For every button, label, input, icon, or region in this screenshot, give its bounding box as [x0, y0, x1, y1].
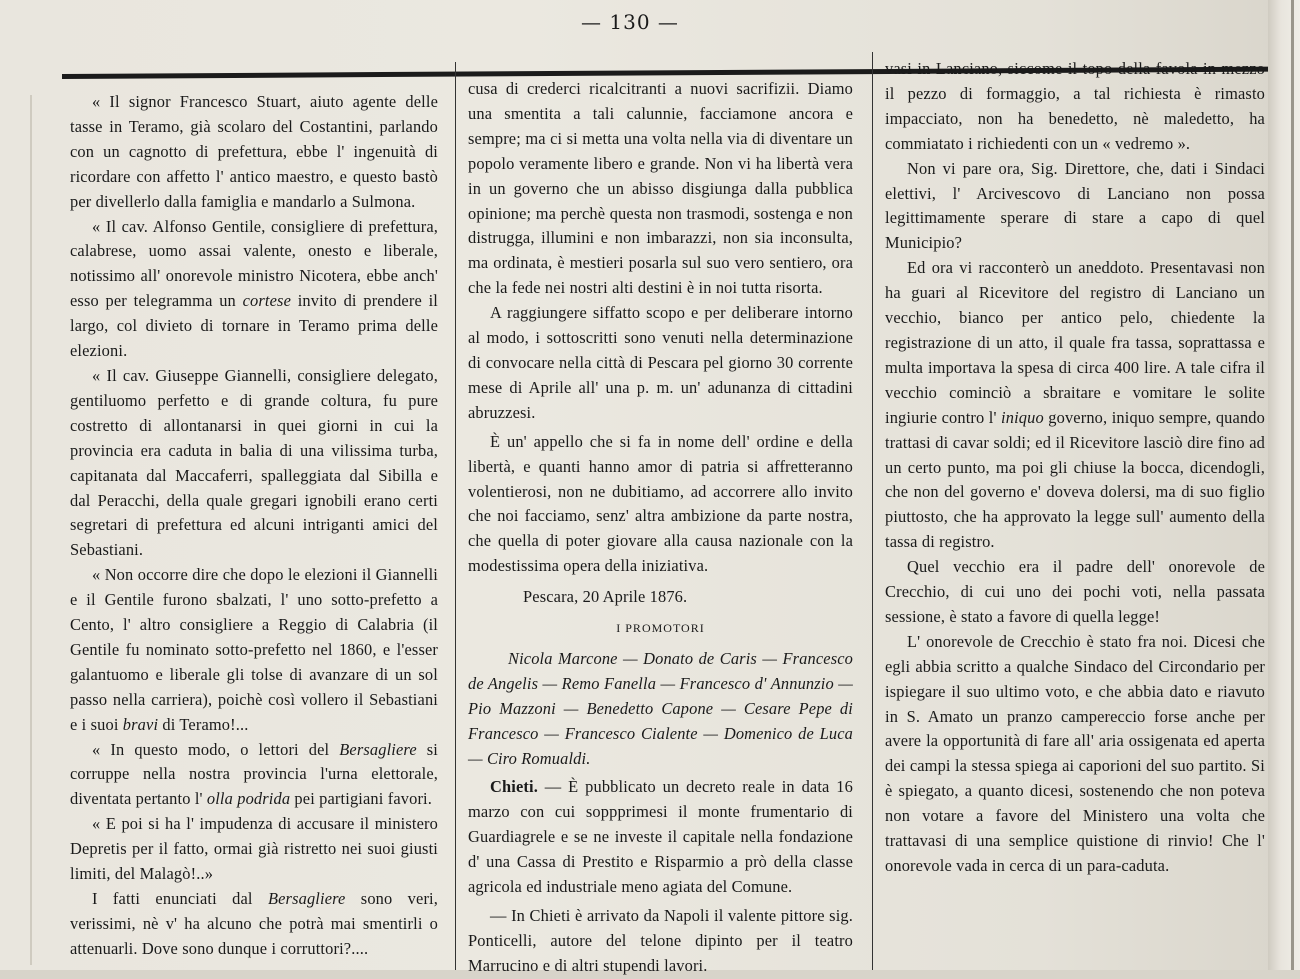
- paragraph: L' onorevole de Crecchio è stato fra noi. Dicesi che egli abbia scritto a qualche Sindaco del Circondario per ispiegare il suo ultimo voto, e che abbia dato e riavuto in S. Amato un pranzo campereccio forse anche per avere la opportunità di fare all' aria ossigenata ed aperta dei campi la stessa spiega ai caporioni del suo partito. Si è spiegato, a quanto dicesi, sostenendo che non poteva non votare a favore del Ministero una volta che trattavasi di una semplice quistione di rinvio! Che l' onorevole vada in cerca di un para-caduta.: [885, 631, 1265, 875]
- page-edge-line: [1291, 0, 1294, 970]
- paragraph: I fatti enunciati dal Bersagliere sono veri, verissimi, nè v' ha alcuno che potrà mai smentirli o attenuarli. Dove sono dunque i corruttori?....: [70, 889, 439, 958]
- paragraph: « Il cav. Giuseppe Giannelli, consigliere delegato, gentiluomo perfetto e di grande coltura, fu pure costretto di allontanarsi in quei giorni in cui la provincia era caduta in balia di una vilissima turba, capitanata dal Maccaferri, spalleggiata dal Sibilla e dal Peracchi, della quale gregari ignobili erano certi segretari di prefettura ed alcuni intriganti amici del Sebastiani.: [70, 365, 438, 560]
- paragraph: « Il signor Francesco Stuart, aiuto agente delle tasse in Teramo, già scolaro del Costantini, parlando con un cagnotto di prefettura, ebbe l' ingenuità di ricordare con affetto l' antico maestro, e questo bastò per divellerlo dalla famiglia e mandarlo a Sulmona.: [70, 92, 438, 211]
- paragraph: « Non occorre dire che dopo le elezioni il Giannelli e il Gentile furono sbalzati, l' uno sotto-prefetto a Cento, l' altro consigliere a Reggio di Calabria (il Gentile fu nominato sotto-prefetto nel 1860, e l'esser galantuomo e liberale gli tolse di avanzare di un sol passo nella carriera), poichè così vollero il Sebastiani e i suoi bravi di Teramo!...: [70, 565, 438, 734]
- section-heading: I PROMOTORI: [616, 621, 705, 636]
- paragraph: — In Chieti è arrivato da Napoli il valente pittore sig. Ponticelli, autore del telone dipinto per il teatro Marrucino e di altri stupendi lavori.: [468, 906, 853, 975]
- paragraph: È un' appello che si fa in nome dell' ordine e della libertà, e quanti hanno amor di patria si affretteranno volentierosi, non ne dubitiamo, ad accorrere allo invito che noi facciamo, senz' altra ambizione da parte nostra, che quella di poter giovare alla causa nazionale con la modestissima opera della iniziativa.: [468, 431, 853, 576]
- column-2: [468, 77, 853, 979]
- paragraph: Chieti. — È pubblicato un decreto reale in data 16 marzo con cui soppprimesi il monte frumentario di Guardiagrele e se ne investe il capitale nella fondazione d' una Cassa di Prestito e Risparmio a prò della classe agricola ed industriale meno agiata del Comune.: [468, 777, 853, 897]
- column-rule-2: [872, 52, 873, 970]
- column-rule-1: [455, 62, 456, 970]
- paragraph: cusa di crederci ricalcitranti a nuovi sacrifizii. Diamo una smentita a tali calunnie, facciamone ancora e sempre; ma ci si metta una volta nella via di diventare un popolo veramente libero e grande. Non vi ha libertà vera in un governo che un abisso disgiunga dalla pubblica opinione; ma perchè questa non trasmodi, sostenga e non distrugga, illumini e non imbarazzi, non sia inconsulta, ma ordinata, è mestieri posarla sul suo vero sentiero, ora che la fede nei nostri alti destini è in noi tutta risorta.: [468, 79, 853, 298]
- dateline: Pescara, 20 Aprile 1876.: [523, 587, 688, 607]
- column-1: [70, 90, 438, 962]
- paragraph: vasi in Lanciano, siccome il topo della favola in mezzo il pezzo di formaggio, a tal richiesta è rimasto impacciato, non ha benedetto, nè maledetto, ha commiatato i richiedenti con un « vedremo ».: [885, 59, 1265, 153]
- paragraph: « Il cav. Alfonso Gentile, consigliere di prefettura, calabrese, uomo assai valente, onesto e liberale, notissimo all' onorevole ministro Nicotera, ebbe anch' esso per telegramma un cortese invito di prendere il largo, col divieto di tornare in Teramo prima delle elezioni.: [70, 216, 439, 361]
- page-edge: [1268, 0, 1300, 970]
- binding-shadow: [30, 95, 32, 965]
- paragraph: Non vi pare ora, Sig. Direttore, che, dati i Sindaci elettivi, l' Arcivescovo di Lanciano non possa legittimamente sperare di stare a capo di quel Municipio?: [885, 158, 1265, 253]
- column-3: [885, 57, 1265, 879]
- signatories: Nicola Marcone — Donato de Caris — Francesco de Angelis — Remo Fanella — Francesco d' Annunzio — Pio Mazzoni — Benedetto Capone — Cesare Pepe di Francesco — Francesco Cialente — Domenico de Luca — Ciro Romualdi.: [468, 648, 853, 768]
- paragraph: « E poi si ha l' impudenza di accusare il ministero Depretis per il fatto, ormai già ristretto nei suoi giusti limiti, del Malagò!..»: [70, 814, 438, 884]
- paragraph: « In questo modo, o lettori del Bersagliere si corruppe nella nostra provincia l'urna elettorale, diventata pertanto l' olla podrida pei partigiani favori.: [70, 739, 439, 809]
- paragraph: Quel vecchio era il padre dell' onorevole de Crecchio, di cui uno dei pochi voti, nella passata sessione, è stato a favore di quella legge!: [885, 557, 1265, 626]
- paragraph: Ed ora vi racconterò un aneddoto. Presentavasi non ha guari al Ricevitore del registro di Lanciano un vecchio, bianco per antico pelo, chiedente la registrazione di un atto, il quale fra tassa, soprattassa e multa importava la spesa di circa 400 lire. A tale cifra il vecchio cominciò a sbraitare e vomitare le solite ingiurie contro l' iniquo governo, iniquo sempre, quando trattasi di cavar soldi; ed il Ricevitore lasciò dire fino ad un certo punto, ma poi gli chiuse la bocca, dicendogli, che non del governo e' doveva dolersi, ma di suo figlio piuttosto, che ha approvato la legge sull' aumento della tassa di registro.: [885, 258, 1265, 552]
- page-number: — 130 —: [581, 10, 679, 34]
- paragraph: A raggiungere siffatto scopo e per deliberare intorno al modo, i sottoscritti sono venuti nella determinazione di convocare nella città di Pescara pel giorno 30 corrente mese di Aprile all' una p. m. un' adunanza di cittadini abruzzesi.: [468, 303, 853, 422]
